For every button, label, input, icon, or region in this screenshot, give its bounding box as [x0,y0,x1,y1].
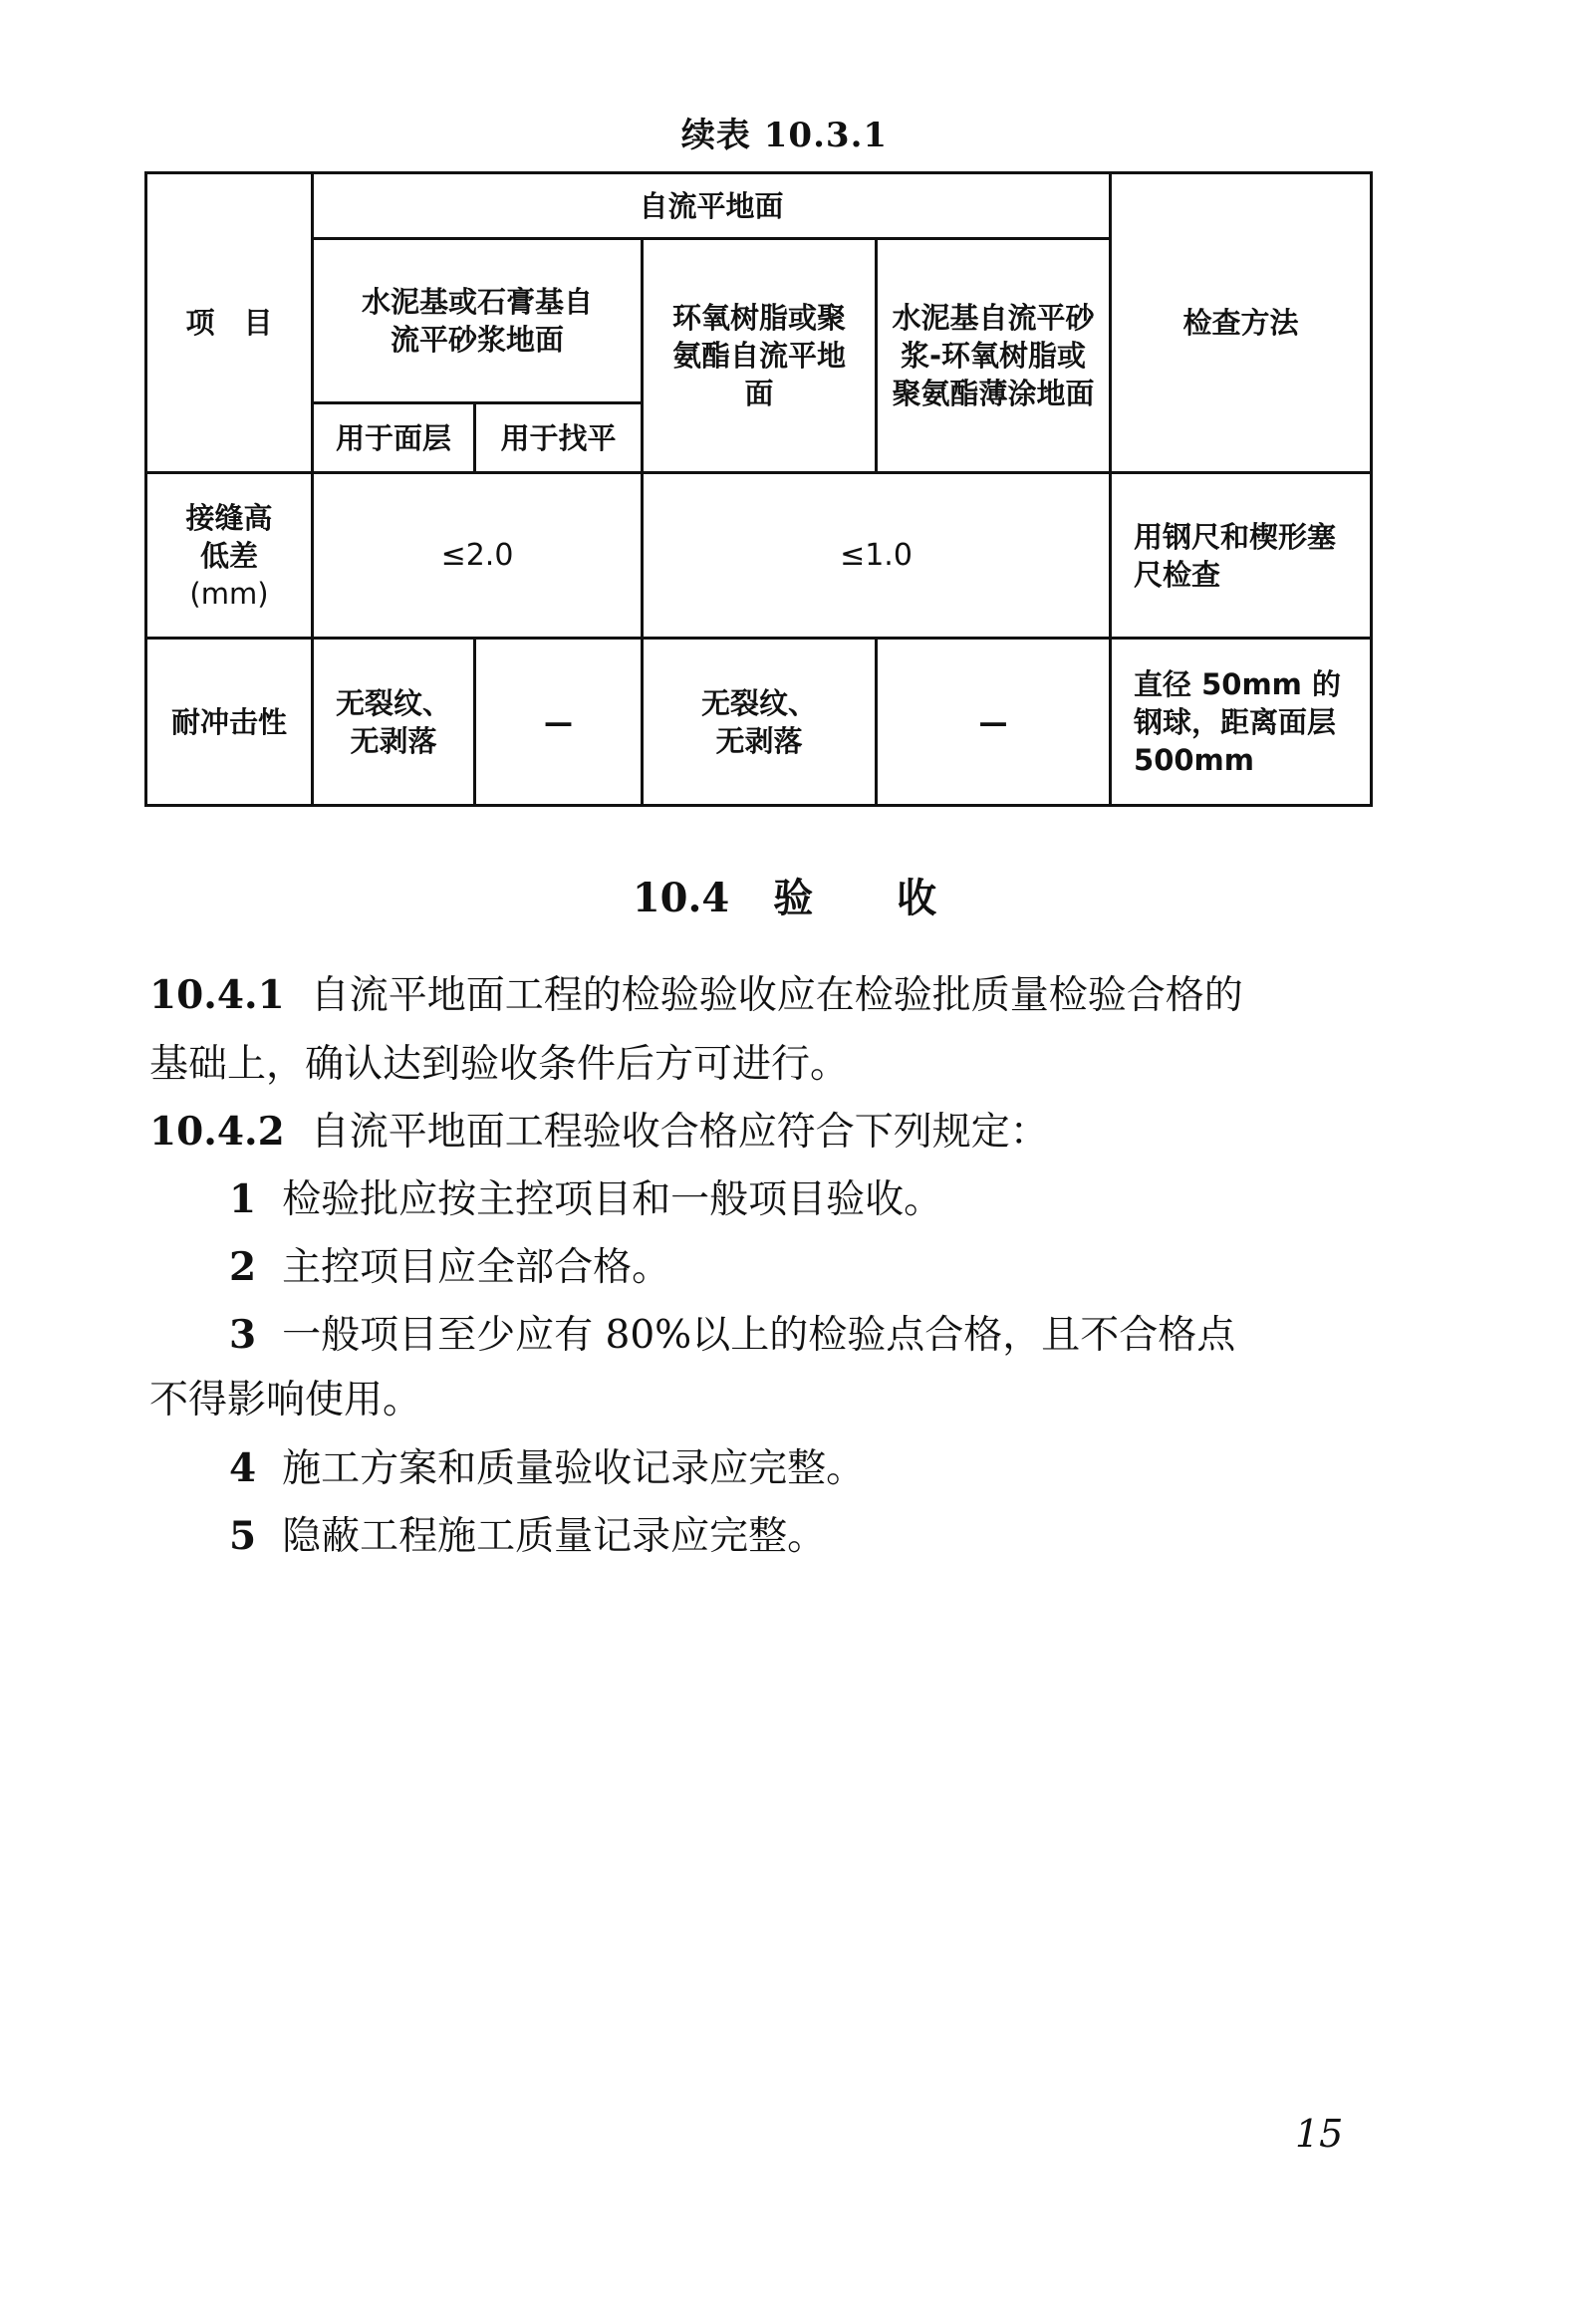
list-item-3-text: 一般项目至少应有 80%以上的检验点合格，且不合格点 [282,1313,1236,1358]
list-item-1-number: 1 [229,1176,257,1222]
row-joint-value-epoxy: ≤1.0 [643,473,1111,639]
header-inspection-method: 检查方法 [1111,173,1372,473]
section-title-char1: 验 [773,875,814,921]
header-epoxy-polyurethane [643,239,877,473]
inspection-table [144,171,1373,807]
row-impact-c1 [313,639,475,806]
list-item-3 [229,1311,1235,1360]
clause-10-4-1-line1 [149,971,1243,1020]
clause-10-4-1-line2: 基础上，确认达到验收条件后方可进行。 [149,1042,850,1087]
list-item-3-continuation: 不得影响使用。 [149,1378,422,1422]
row-joint-label-unit: (mm) [189,576,269,611]
clause-10-4-2-text: 自流平地面工程验收合格应符合下列规定： [310,1110,1049,1155]
list-item-4-number: 4 [229,1445,257,1491]
row-joint-method [1111,473,1372,639]
row-impact-c3 [643,639,877,806]
row-joint-value-cement: ≤2.0 [313,473,643,639]
list-item-3-number: 3 [229,1312,257,1358]
header-thin-coat-text: 水泥基自流平砂浆-环氧树脂或聚氨酯薄涂地面 [892,301,1095,410]
row-impact-c2: — [475,639,643,806]
list-item-4-text: 施工方案和质量验收记录应完整。 [282,1446,866,1491]
list-item-1 [229,1175,942,1224]
clause-10-4-2 [149,1108,1049,1157]
row-joint-method-text: 用钢尺和楔形塞尺检查 [1134,519,1337,592]
page-number: 15 [1295,2112,1344,2156]
row-impact-method-text: 直径 50mm 的钢球，距离面层 500mm [1134,666,1342,777]
list-item-2-text: 主控项目应全部合格。 [282,1245,671,1290]
header-epoxy-polyurethane-text: 环氧树脂或聚氨酯自流平地面 [671,301,846,410]
row-impact-c3-text: 无裂纹、无剥落 [700,685,817,758]
header-cement-gypsum-mortar [313,239,643,403]
row-joint-label-line2: 低差 [199,538,258,573]
list-item-2 [229,1243,670,1292]
header-for-surface-layer: 用于面层 [313,403,475,473]
list-item-5-text: 隐蔽工程施工质量记录应完整。 [282,1514,827,1559]
clause-10-4-1-text: 自流平地面工程的检验验收应在检验批质量检验合格的 [310,973,1243,1018]
list-item-5-number: 5 [229,1513,257,1559]
row-joint-height-diff-label [146,473,313,639]
list-item-2-number: 2 [229,1244,257,1290]
section-heading [0,867,1569,923]
header-cement-gypsum-mortar-text: 水泥基或石膏基自流平砂浆地面 [361,285,593,357]
list-item-5 [229,1512,826,1561]
row-impact-label: 耐冲击性 [146,639,313,806]
list-item-1-text: 检验批应按主控项目和一般项目验收。 [282,1177,943,1222]
clause-10-4-1-number: 10.4.1 [149,972,285,1018]
clause-10-4-2-number: 10.4.2 [149,1109,285,1155]
list-item-4 [229,1444,865,1493]
header-self-leveling-floor: 自流平地面 [313,173,1111,239]
section-title-char2: 收 [897,875,937,921]
section-number: 10.4 [632,875,730,921]
row-impact-method [1111,639,1372,806]
header-thin-coat [877,239,1111,473]
row-joint-label-line1: 接缝高 [185,500,273,535]
header-item: 项 目 [146,173,313,473]
row-impact-c1-text: 无裂纹、无剥落 [335,685,451,758]
header-for-leveling: 用于找平 [475,403,643,473]
row-impact-c4: — [877,639,1111,806]
table-caption: 续表 10.3.1 [680,116,889,155]
